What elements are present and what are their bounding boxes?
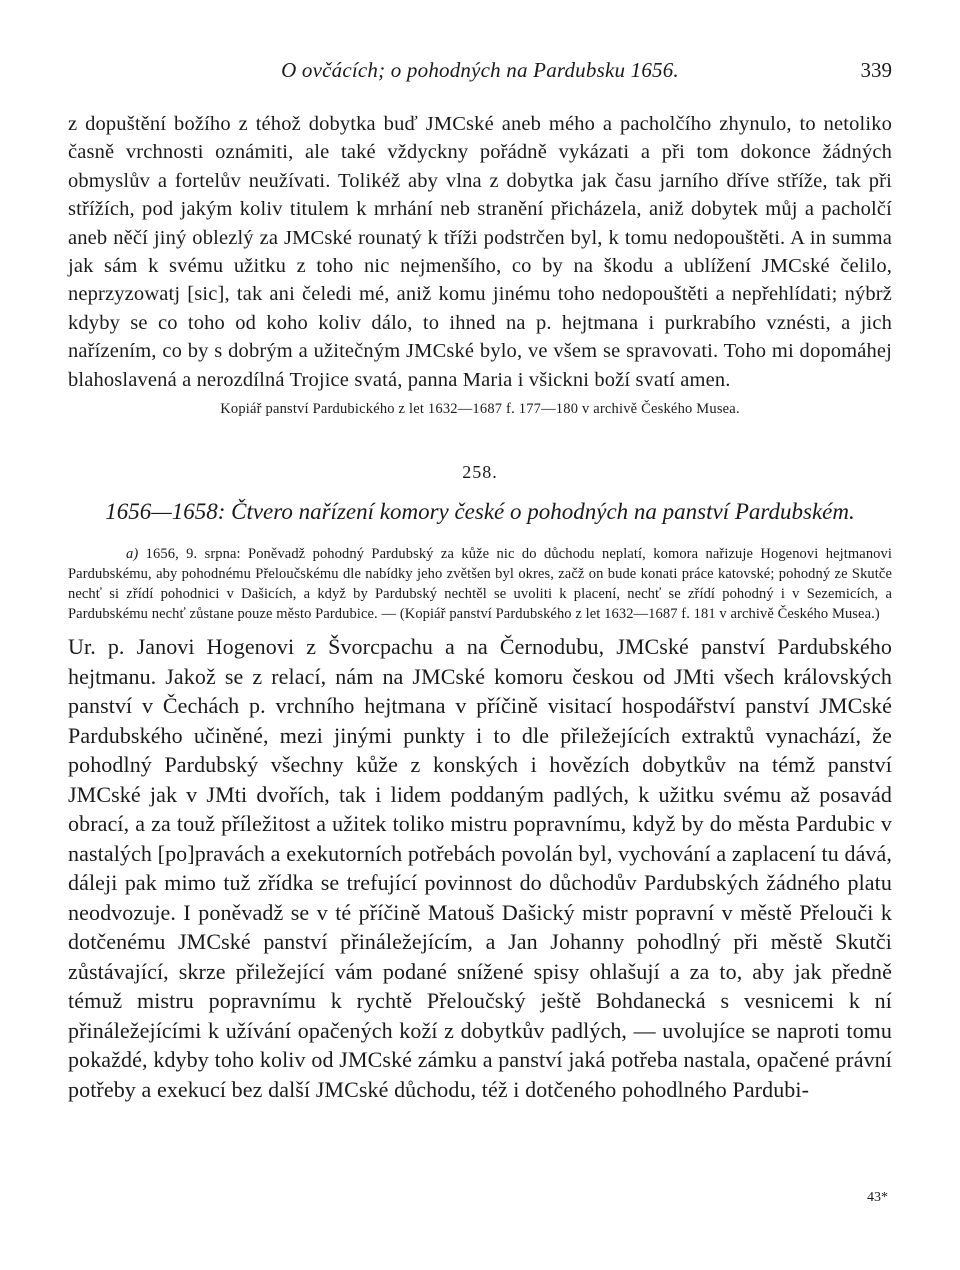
signature-mark: 43*	[867, 1190, 888, 1205]
summary-text: 1656, 9. srpna: Poněvadž pohodný Pardubský za kůže nic do důchodu neplatí, komora nařizuje Hogenovi hejtmanovi Pardubskému, aby pohodnému Přeloučskému dle nabídky jeho zvětšen byl okres, začž on bude konati práce katovské; pohodný ze Skutče nechť si zřídí pohodnici v Dašicích, a když by Pardubský nechtěl se uvoliti k placení, nechť se zřídí pohodný i v Sezemicích, a Pardubskému nechť zůstane pouze město Pardubice. — (Kopiář panství Pardubského z let 1632—1687 f. 181 v archivě Českého Musea.)	[68, 546, 892, 623]
page-number: 339	[860, 58, 892, 82]
document-summary	[68, 544, 892, 624]
summary-label: a)	[126, 546, 139, 563]
running-header	[68, 58, 892, 92]
document-number: 258.	[462, 462, 498, 483]
page	[68, 58, 892, 1104]
source-note: Kopiář panství Pardubického z let 1632—1687 f. 177—180 v archivě Českého Musea.	[220, 401, 740, 418]
document-heading: 1656—1658: Čtvero nařízení komory české o pohodných na panství Pardubském.	[105, 499, 855, 525]
main-paragraph: Ur. p. Janovi Hogenovi z Švorcpachu a na Černodubu, JMCské panství Pardubského hejtmanu. Jakož se z relací, nám na JMCské komoru českou od JMti všech královských panství v Čechách p. vrchního hejtmana v příčině visitací hospodářství panství JMCské Pardubského učiněné, mezi jinými punkty i to dle přiležejících extraktů vynachází, že pohodlný Pardubský všechny kůže z konských i hovězích dobytkův na témž panství JMCské jak v JMti dvořích, tak i lidem poddaným padlých, k užitku svému až posavád obrací, a za touž příležitost a užitek toliko mistru popravnímu, když by do města Pardubic v nastalých [po]pravách a exekutorních potřebách povolán byl, vychování a zaplacení tu dává, dáleji pak mimo tuž zřídka se trefující povinnost do důchodův Pardubských žádného platu neodvozuje. I poněvadž se v té příčině Matouš Dašický mistr popravní v městě Přelouči k dotčenému JMCské panství přináležejícím, a Jan Johanny pohodlný při městě Skutči zůstávající, skrze přiležející vám podané snížené spisy ohlašují a za to, aby jak předně témuž mistru popravnímu k rychtě Přeloučský ještě Bohdanecká s vesnicemi k ní přináležejícími k užívání opačených koží z dobytkův padlých, — uvolujíce se naproti tomu pokaždé, kdyby toho koliv od JMCské zámku a panství jaká potřeba nastala, opačené právní potřeby a exekucí bez další JMCské důchodu, též i dotčeného pohodlného Pardubi-	[68, 634, 892, 1102]
running-title: O ovčácích; o pohodných na Pardubsku 1656.	[281, 58, 679, 82]
previous-document-paragraph: z dopuštění božího z téhož dobytka buď JMCské aneb mého a pacholčího zhynulo, to netoliko časně vrchnosti oznámiti, ale také vždyckny pořádně vykázati a při tom dokonce žádných obmyslův a fortelův neužívati. Tolikéž aby vlna z dobytka jak času jarního dříve stříže, tak při střížích, pod jakým koliv titulem k mrhání neb stranění přicházela, aniž dobytek můj a pacholčí aneb něčí jiný oblezlý za JMCské rounatý k tříži podstrčen byl, k tomu nedopouštěti. A in summa jak sám k svému užitku z toho nic nejmenšího, co by na škodu a ublížení JMCské čelilo, neprzyzowatj [sic], tak ani čeledi mé, aniž komu jinému toho nedopouštěti a nepřehlídati; nýbrž kdyby se co toho od koho koliv dálo, to ihned na p. hejtmana i purkrabího vznésti, a jich nařízením, co by s dobrým a užitečným JMCské bylo, ve všem se spravovati. Toho mi dopomáhej blahoslavená a nerozdílná Trojice svatá, panna Maria i všickni boží svatí amen.	[68, 113, 892, 391]
document-main-text	[68, 632, 892, 1104]
previous-document-text	[68, 110, 892, 394]
